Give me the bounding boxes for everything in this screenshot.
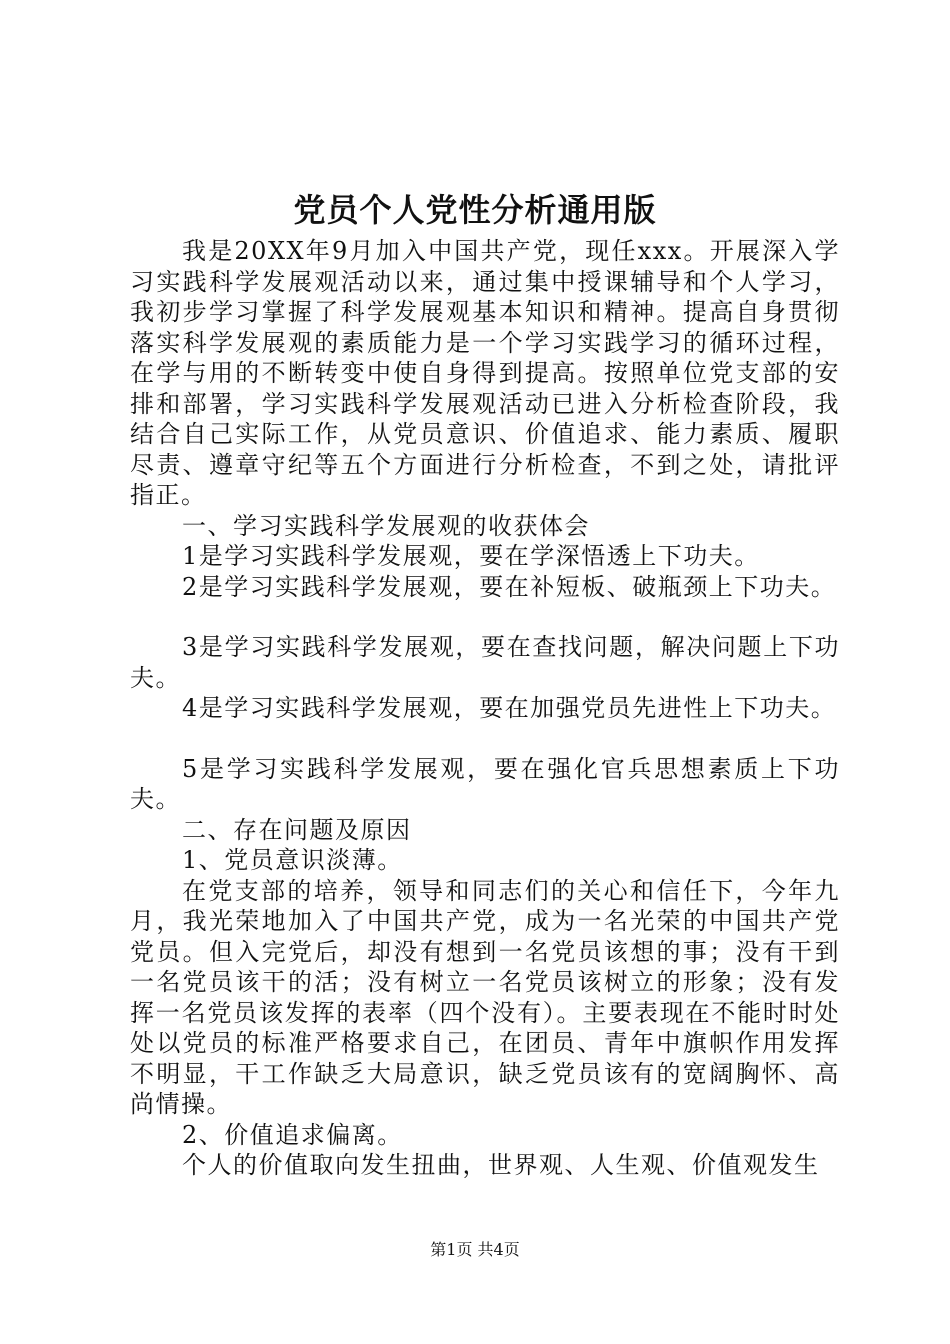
page-title: 党员个人党性分析通用版 xyxy=(293,191,657,229)
paragraph-party-awareness: 在党支部的培养，领导和同志们的关心和信任下，今年九月，我光荣地加入了中国共产党，成为一名光荣的中国共产党党员。但入完党后，却没有想到一名党员该想的事；没有干到一名党员该干的活；没有树立一名党员该树立的形象；没有发挥一名党员该发挥的表率（四个没有）。主要表现在不能时时处处以党员的标准严格要求自己，在团员、青年中旗帜作用发挥不明显，干工作缺乏大局意识，缺乏党员该有的宽阔胸怀、高尚情操。 xyxy=(130,876,840,1118)
subheading-1: 1、党员意识淡薄。 xyxy=(182,846,403,874)
page-footer: 第1页 共4页 xyxy=(430,1240,520,1259)
document-body xyxy=(130,236,840,1181)
list-item-4: 4是学习实践科学发展观，要在加强党员先进性上下功夫。 xyxy=(182,694,837,722)
paragraph-intro: 我是20XX年9月加入中国共产党，现任xxx。开展深入学习实践科学发展观活动以来，通过集中授课辅导和个人学习，我初步学习掌握了科学发展观基本知识和精神。提高自身贯彻落实科学发展观的素质能力是一个学习实践学习的循环过程，在学与用的不断转变中使自身得到提高。按照单位党支部的安排和部署，学习实践科学发展观活动已进入分析检查阶段，我结合自己实际工作，从党员意识、价值追求、能力素质、履职尽责、遵章守纪等五个方面进行分析检查，不到之处，请批评指正。 xyxy=(130,237,840,509)
list-item-5: 5是学习实践科学发展观，要在强化官兵思想素质上下功夫。 xyxy=(130,754,840,813)
section-heading-2: 二、存在问题及原因 xyxy=(182,815,412,844)
list-item-3: 3是学习实践科学发展观，要在查找问题，解决问题上下功夫。 xyxy=(130,633,840,692)
list-item-1: 1是学习实践科学发展观，要在学深悟透上下功夫。 xyxy=(182,542,760,570)
list-item-2: 2是学习实践科学发展观，要在补短板、破瓶颈上下功夫。 xyxy=(182,572,837,601)
paragraph-gap xyxy=(130,724,840,754)
paragraph-gap xyxy=(130,602,840,632)
section-heading-1: 一、学习实践科学发展观的收获体会 xyxy=(182,511,590,540)
subheading-2: 2、价值追求偏离。 xyxy=(182,1120,403,1149)
paragraph-value-pursuit: 个人的价值取向发生扭曲，世界观、人生观、价值观发生 xyxy=(182,1151,820,1179)
